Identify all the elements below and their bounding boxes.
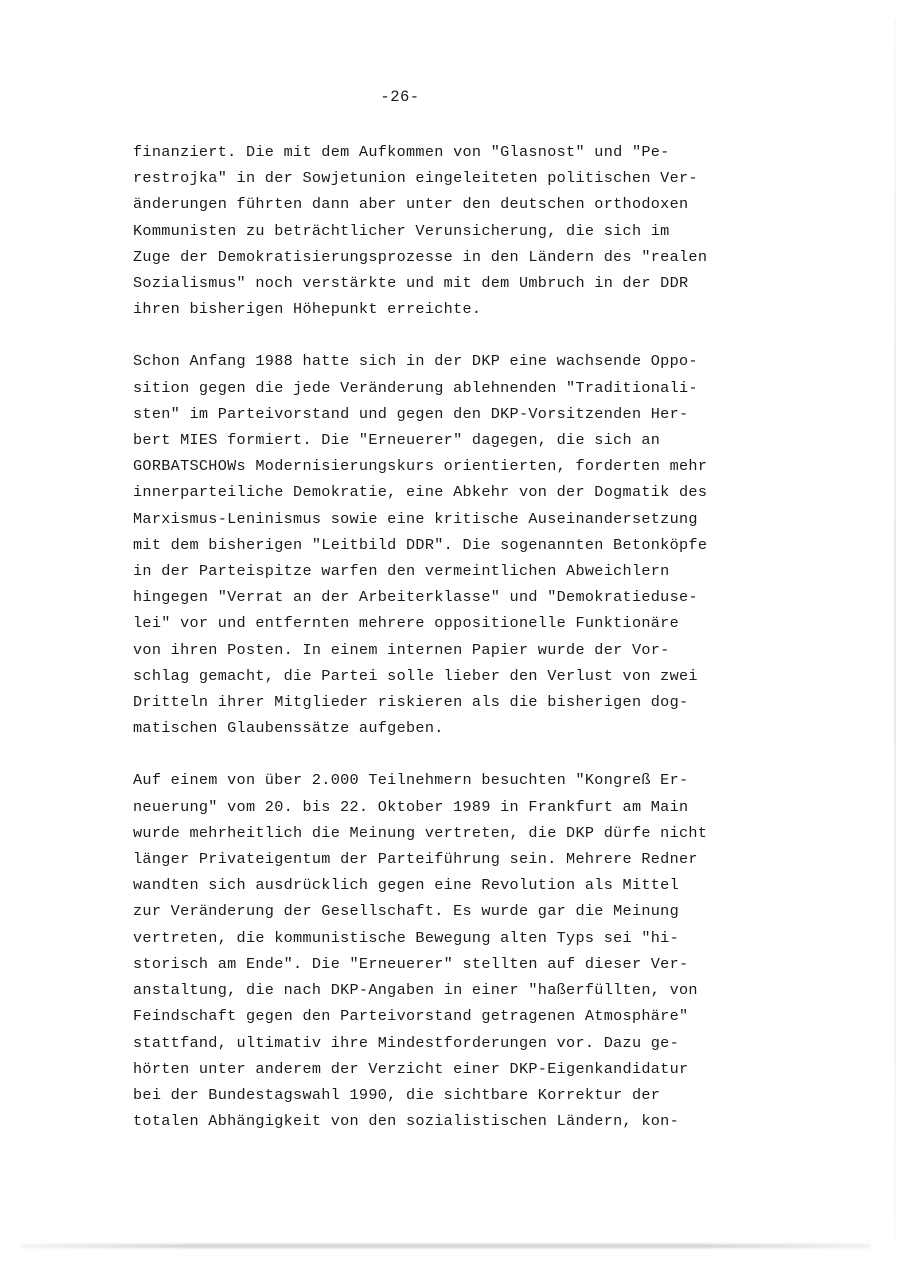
text-line: wurde mehrheitlich die Meinung vertreten, die DKP dürfe nicht xyxy=(133,823,708,842)
text-line: Kommunisten zu beträchtlicher Verunsicherung, die sich im xyxy=(133,221,670,240)
text-line: in der Parteispitze warfen den vermeintlichen Abweichlern xyxy=(133,562,670,581)
text-line: Schon Anfang 1988 hatte sich in der DKP eine wachsende Oppo- xyxy=(133,352,698,371)
text-line: hörten unter anderem der Verzicht einer DKP-Eigenkandidatur xyxy=(133,1059,689,1078)
text-line: Auf einem von über 2.000 Teilnehmern besuchten "Kongreß Er- xyxy=(133,771,689,790)
text-line: schlag gemacht, die Partei solle lieber den Verlust von zwei xyxy=(133,666,698,685)
text-line: matischen Glaubenssätze aufgeben. xyxy=(133,719,444,738)
text-line: zur Veränderung der Gesellschaft. Es wurde gar die Meinung xyxy=(133,902,680,921)
text-line: finanziert. Die mit dem Aufkommen von "Glasnost" und "Pe- xyxy=(133,143,670,161)
text-line: ihren bisherigen Höhepunkt erreichte. xyxy=(133,300,482,319)
text-line: Feindschaft gegen den Parteivorstand getragenen Atmosphäre" xyxy=(133,1007,689,1026)
text-line: Marxismus-Leninismus sowie eine kritische Auseinandersetzung xyxy=(133,509,698,528)
text-line: Sozialismus" noch verstärkte und mit dem Umbruch in der DDR xyxy=(133,274,689,293)
text-line: Dritteln ihrer Mitglieder riskieren als die bisherigen dog- xyxy=(133,693,689,712)
text-line: neuerung" vom 20. bis 22. Oktober 1989 in Frankfurt am Main xyxy=(133,797,689,816)
text-line: stattfand, ultimativ ihre Mindestforderungen vor. Dazu ge- xyxy=(133,1033,680,1052)
text-line: von ihren Posten. In einem internen Papier wurde der Vor- xyxy=(133,640,670,659)
text-line: storisch am Ende". Die "Erneuerer" stellten auf dieser Ver- xyxy=(133,954,689,973)
page-number: -26- xyxy=(380,88,420,106)
text-line: sition gegen die jede Veränderung ablehnenden "Traditionali- xyxy=(133,378,698,397)
paragraph xyxy=(133,767,813,1134)
text-line: Zuge der Demokratisierungsprozesse in den Ländern des "realen xyxy=(133,247,708,266)
text-line: innerparteiliche Demokratie, eine Abkehr von der Dogmatik des xyxy=(133,483,708,502)
page-edge-shadow xyxy=(894,20,896,1240)
text-line: restrojka" in der Sowjetunion eingeleiteten politischen Ver- xyxy=(133,169,698,188)
text-line: hingegen "Verrat an der Arbeiterklasse" und "Demokratieduse- xyxy=(133,588,698,607)
text-line: bei der Bundestagswahl 1990, die sichtbare Korrektur der xyxy=(133,1085,661,1104)
text-line: vertreten, die kommunistische Bewegung alten Typs sei "hi- xyxy=(133,928,680,947)
text-line: länger Privateigentum der Parteiführung sein. Mehrere Redner xyxy=(133,850,698,869)
text-line: bert MIES formiert. Die "Erneuerer" dagegen, die sich an xyxy=(133,431,661,450)
text-line: anstaltung, die nach DKP-Angaben in einer "haßerfüllten, von xyxy=(133,981,698,1000)
text-line: wandten sich ausdrücklich gegen eine Revolution als Mittel xyxy=(133,876,680,895)
paragraph xyxy=(133,348,813,741)
paragraph xyxy=(133,139,813,322)
text-line: GORBATSCHOWs Modernisierungskurs orientierten, forderten mehr xyxy=(133,457,708,476)
text-line: änderungen führten dann aber unter den deutschen orthodoxen xyxy=(133,195,689,214)
text-line: mit dem bisherigen "Leitbild DDR". Die sogenannten Betonköpfe xyxy=(133,535,708,554)
text-line: sten" im Parteivorstand und gegen den DKP-Vorsitzenden Her- xyxy=(133,404,689,423)
scan-bottom-edge xyxy=(20,1244,870,1248)
body-text xyxy=(133,139,813,1160)
text-line: lei" vor und entfernten mehrere oppositionelle Funktionäre xyxy=(133,614,680,633)
text-line: totalen Abhängigkeit von den sozialistischen Ländern, kon- xyxy=(133,1112,680,1131)
